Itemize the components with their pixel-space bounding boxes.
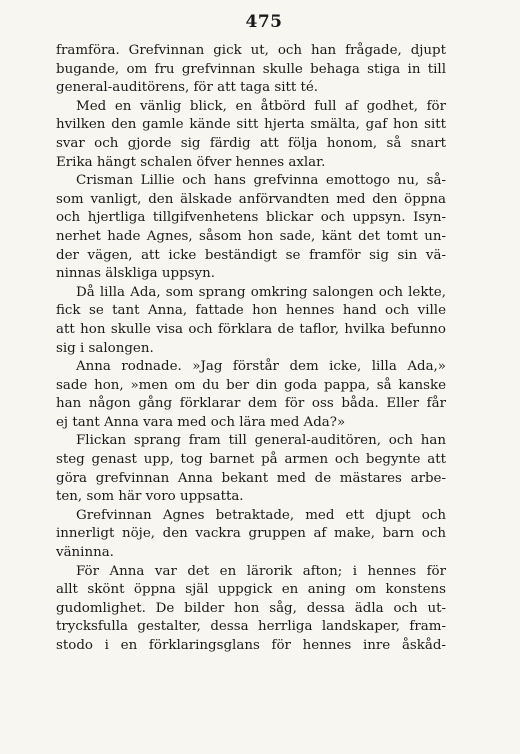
paragraph xyxy=(56,563,446,656)
text-line: ej tant Anna vara med och lära med Ada?» xyxy=(56,414,346,430)
text-line: och hjertliga tillgifvenhetens blickar och uppsyn. Isyn- xyxy=(56,210,446,226)
body-text xyxy=(56,42,446,656)
text-line: nerhet hade Agnes, såsom hon sade, känt det tomt un- xyxy=(56,228,446,244)
text-line: general-auditörens, för att taga sitt té. xyxy=(56,80,319,96)
text-line: stodo i en förklaringsglans för hennes inre åskåd- xyxy=(56,638,446,653)
book-page xyxy=(56,12,446,656)
paragraph xyxy=(56,358,446,432)
text-line: Crisman Lillie och hans grefvinna emottogo nu, så- xyxy=(76,173,446,189)
text-line: Flickan sprang fram till general-auditören, och han xyxy=(76,433,446,449)
text-line: trycksfulla gestalter, dessa herrliga landskaper, fram- xyxy=(56,619,446,635)
text-line: fick se tant Anna, fattade hon hennes hand och ville xyxy=(56,303,446,319)
text-line: ninnas älskliga uppsyn. xyxy=(56,266,215,282)
text-line: som vanligt, den älskade anförvandten med den öppna xyxy=(56,191,446,207)
page-number: 475 xyxy=(245,12,283,32)
text-line: gudomlighet. De bilder hon såg, dessa ädla och ut- xyxy=(56,600,446,616)
text-line: steg genast upp, tog barnet på armen och begynte att xyxy=(56,452,446,468)
paragraph xyxy=(56,42,446,98)
text-line: att hon skulle visa och förklara de taflor, hvilka befunno xyxy=(56,321,446,337)
text-line: sig i salongen. xyxy=(56,340,154,356)
paragraph xyxy=(56,284,446,358)
paragraph xyxy=(56,172,446,284)
text-line: ten, som här voro uppsatta. xyxy=(56,489,244,505)
paragraph xyxy=(56,98,446,172)
text-line: För Anna var det en lärorik afton; i hennes för xyxy=(76,563,446,579)
text-line: väninna. xyxy=(56,545,114,561)
text-line: Erika hängt schalen öfver hennes axlar. xyxy=(56,154,326,170)
text-line: Då lilla Ada, som sprang omkring salongen och lekte, xyxy=(76,284,446,300)
paragraph xyxy=(56,432,446,506)
text-line: der vägen, att icke beständigt se framför sig sin vä- xyxy=(56,247,446,263)
text-line: göra grefvinnan Anna bekant med de mästares arbe- xyxy=(56,470,446,486)
text-line: bugande, om fru grefvinnan skulle behaga stiga in till xyxy=(56,61,446,77)
text-line: Grefvinnan Agnes betraktade, med ett djupt och xyxy=(76,507,446,523)
text-line: framföra. Grefvinnan gick ut, och han frågade, djupt xyxy=(56,43,446,58)
text-line: Med en vänlig blick, en åtbörd full af godhet, för xyxy=(76,98,446,114)
text-line: svar och gjorde sig färdig att följa honom, så snart xyxy=(56,135,446,151)
text-line: han någon gång förklarar dem för oss båda. Eller får xyxy=(56,396,446,412)
text-line: hvilken den gamle kände sitt hjerta smälta, gaf hon sitt xyxy=(56,117,446,133)
text-line: Anna rodnade. »Jag förstår dem icke, lilla Ada,» xyxy=(76,359,446,375)
paragraph xyxy=(56,507,446,563)
text-line: innerligt nöje, den vackra gruppen af make, barn och xyxy=(56,526,446,542)
text-line: allt skönt öppna själ uppgick en aning om konstens xyxy=(56,582,446,598)
text-line: sade hon, »men om du ber din goda pappa, så kanske xyxy=(56,377,446,393)
